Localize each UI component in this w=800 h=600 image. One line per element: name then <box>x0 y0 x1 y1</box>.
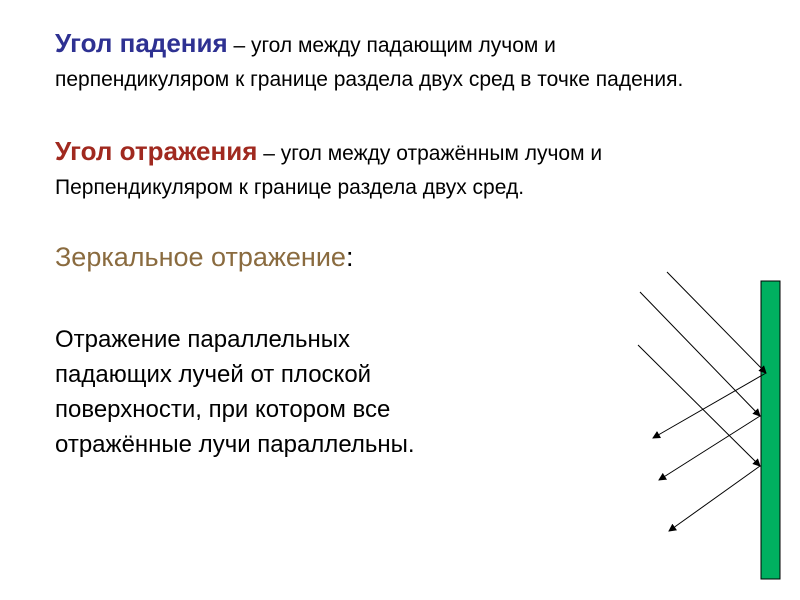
description-line: поверхности, при котором все <box>55 396 391 423</box>
definition-text-line: – угол между падающим лучом и <box>227 34 556 57</box>
mirror-reflection-heading <box>55 240 353 274</box>
reflected-ray <box>653 373 766 438</box>
definition-text-line: Перпендикуляром к границе раздела двух сред. <box>55 176 525 199</box>
definition-angle-of-reflection <box>55 134 790 205</box>
term-angle-of-reflection: Угол отражения <box>55 136 258 166</box>
mirror-surface <box>761 281 780 579</box>
incident-ray <box>667 272 766 373</box>
description-line: падающих лучей от плоской <box>55 361 372 388</box>
reflection-diagram <box>620 260 790 590</box>
mirror-reflection-description <box>55 322 495 462</box>
definition-angle-of-incidence <box>55 26 790 97</box>
incident-ray <box>640 292 760 416</box>
reflected-ray <box>669 466 760 531</box>
description-line: отражённые лучи параллельны. <box>55 431 415 458</box>
mirror-reflection-term: Зеркальное отражение <box>55 242 346 272</box>
term-angle-of-incidence: Угол падения <box>55 28 228 58</box>
mirror-reflection-colon: : <box>345 242 354 272</box>
incident-ray <box>638 345 760 466</box>
description-line: Отражение параллельных <box>55 326 351 353</box>
definition-text-line: перпендикуляром к границе раздела двух сред в точке падения. <box>55 68 684 91</box>
definition-text-line: – угол между отражённым лучом и <box>257 142 603 165</box>
